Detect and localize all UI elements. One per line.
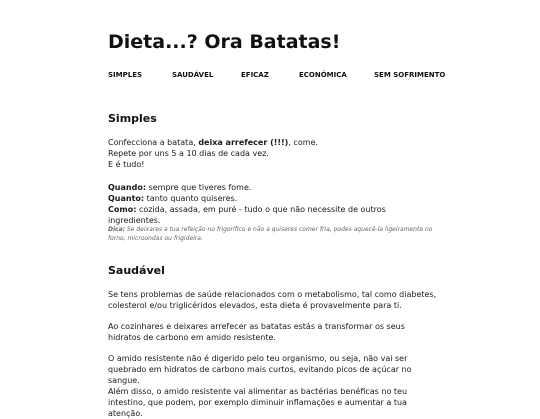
section-heading-saudavel: Saudável	[108, 264, 165, 277]
simples-line3: E é tudo!	[108, 160, 145, 169]
simples-line1-emphasis: deixa arrefecer (!!!)	[198, 138, 289, 147]
nav-item-eficaz[interactable]: EFICAZ	[241, 71, 269, 79]
main-nav	[108, 71, 446, 83]
nav-item-sem-sofrimento[interactable]: SEM SOFRIMENTO	[374, 71, 446, 79]
tip-text: Se deixares a tua refeição no frigorífico e não a quiseres comer fria, podes aquecê-la ligeiramente no forno, microondas ou frigideira.	[108, 226, 433, 242]
saudavel-paragraph-3: O amido resistente não é digerido pelo teu organismo, ou seja, não vai ser quebrado em hidratos de carbono mais curtos, evitando picos de açúcar no sangue.	[108, 354, 412, 385]
quando-text: sempre que tiveres fome.	[146, 183, 252, 192]
simples-line2: Repete por uns 5 a 10 dias de cada vez.	[108, 149, 269, 158]
quando-label: Quando:	[108, 183, 147, 192]
site-title: Dieta...? Ora Batatas!	[108, 31, 341, 53]
nav-item-simples[interactable]: SIMPLES	[108, 71, 143, 79]
saudavel-paragraph-1: Se tens problemas de saúde relacionados com o metabolismo, tal como diabetes, colesterol e/ou triglicéridos elevados, esta dieta é provavelmente para ti.	[108, 290, 437, 310]
quanto-text: tanto quanto quiseres.	[144, 194, 238, 203]
como-text: cozida, assada, em puré - tudo o que não necessite de outros ingredientes.	[108, 205, 386, 225]
simples-tip	[108, 225, 438, 243]
nav-item-economica[interactable]: ECONÓMICA	[299, 71, 347, 79]
saudavel-paragraph-4: Além disso, o amido resistente vai alimentar as bactérias benéficas no teu intestino, que podem, por exemplo diminuir inflamações e aumentar a tua atenção.	[108, 387, 408, 418]
simples-instructions	[108, 137, 438, 170]
section-heading-simples: Simples	[108, 112, 157, 125]
nav-item-saudavel[interactable]: SAUDÁVEL	[172, 71, 214, 79]
simples-details	[108, 182, 438, 226]
tip-label: Dica:	[108, 226, 126, 233]
quanto-label: Quanto:	[108, 194, 145, 203]
saudavel-paragraph-2: Ao cozinhares e deixares arrefecer as batatas estás a transformar os seus hidratos de carbono em amido resistente.	[108, 322, 405, 342]
simples-line1-end: , come.	[288, 138, 318, 147]
simples-line1-start: Confecciona a batata,	[108, 138, 199, 147]
como-label: Como:	[108, 205, 137, 214]
